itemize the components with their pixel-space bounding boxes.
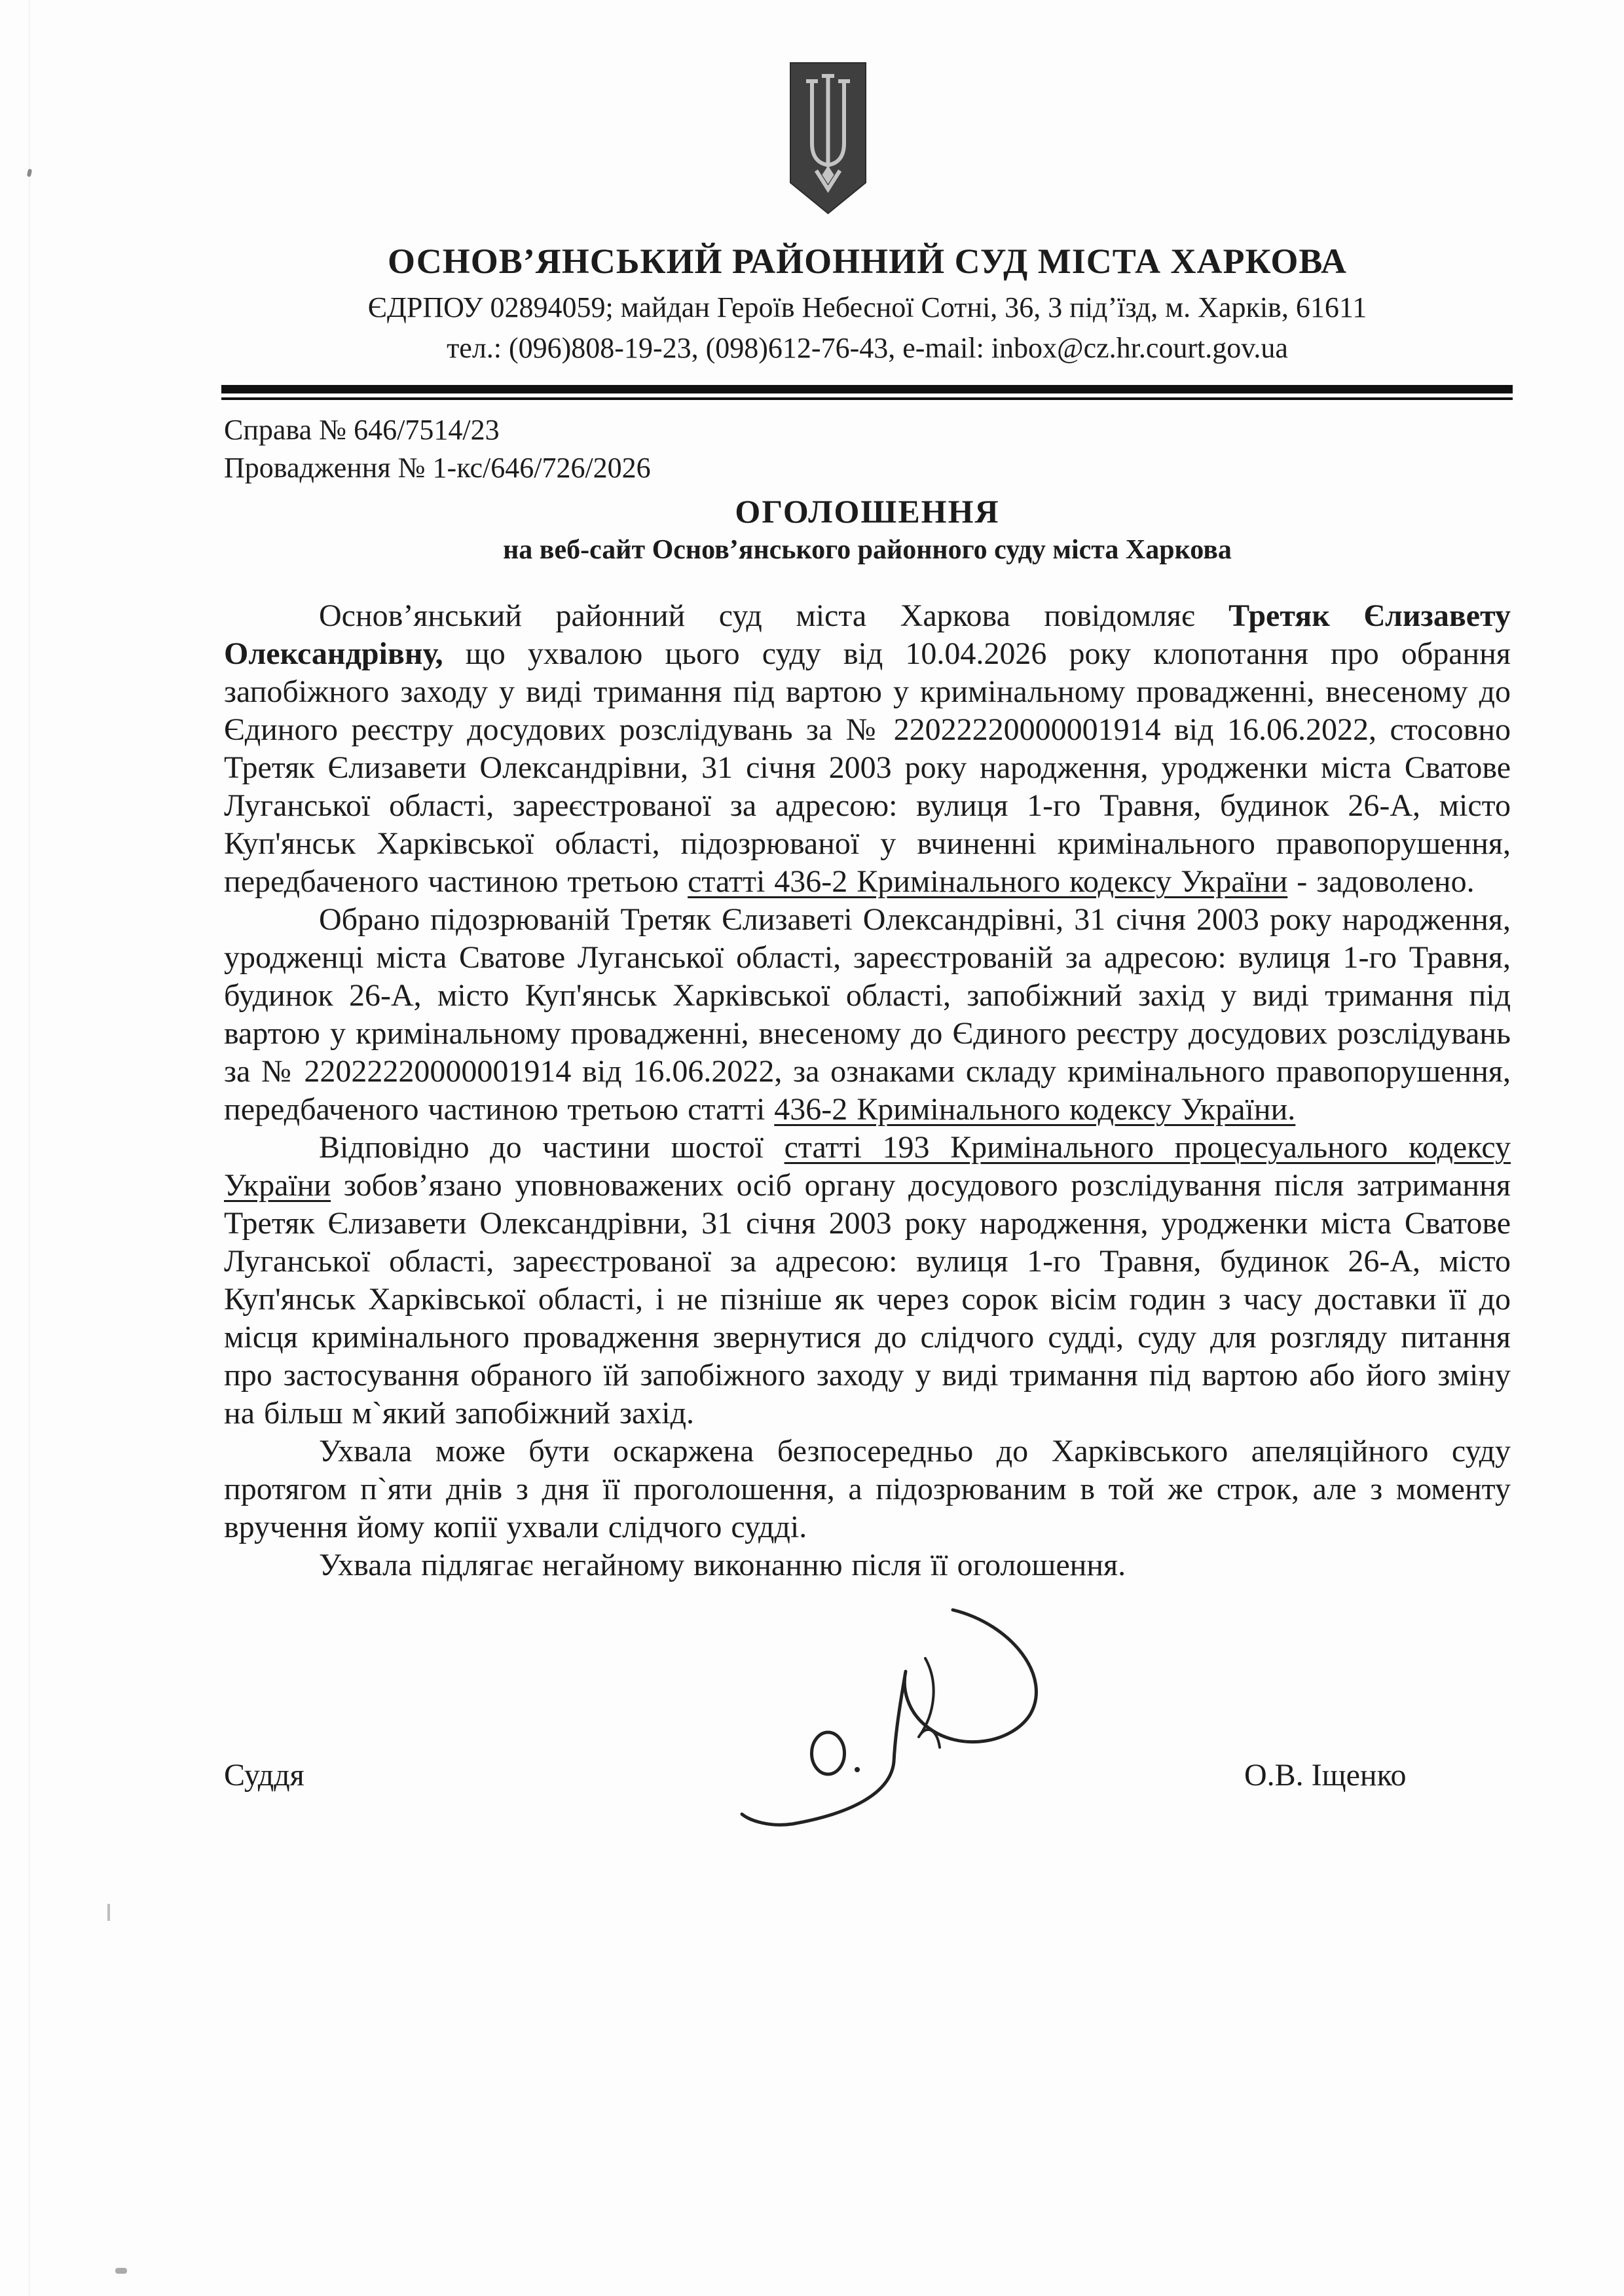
case-number: Справа № 646/7514/23 bbox=[224, 414, 500, 446]
paragraph bbox=[224, 1546, 1511, 1584]
paragraph bbox=[224, 597, 1511, 901]
paragraph bbox=[224, 901, 1511, 1129]
scan-artifact bbox=[27, 169, 32, 177]
announcement-body bbox=[224, 597, 1511, 1584]
ukraine-trident-icon bbox=[788, 61, 868, 217]
paragraph-segment: що ухвалою цього суду від 10.04.2026 року клопотання про обрання запобіжного заходу у виді тримання під вартою у кримінальному провадженні, внесеному до Єдиного реєстру досудових розслідувань за № 22022220000001914 від 16.06.2022, стосовно Третяк Єлизавети Олександрівни, 31 січня 2003 року народження, уродженки міста Сватове Луганської області, зареєстрованої за адресою: вулиця 1-го Травня, будинок 26-А, місто Куп'янськ Харківської області, підозрюваної у вчиненні кримінального правопорушення, передбаченого частиною третьою bbox=[224, 636, 1511, 899]
proceeding-number: Провадження № 1-кс/646/726/2026 bbox=[224, 452, 651, 484]
court-contact: тел.: (096)808-19-23, (098)612-76-43, e-mail: inbox@cz.hr.court.gov.ua bbox=[447, 332, 1288, 364]
paragraph-segment: Третяк Єлизавету Олександрівну, bbox=[224, 598, 1511, 671]
paragraph-segment: статті 436-2 Кримінального кодексу України bbox=[688, 864, 1288, 899]
signature-judge-label: Суддя bbox=[224, 1758, 304, 1793]
scan-artifact bbox=[107, 1904, 110, 1921]
judge-signature-autograph bbox=[730, 1597, 1071, 1834]
paragraph-segment: Відповідно до частини шостої bbox=[319, 1130, 784, 1165]
paragraph-segment: статті 193 Кримінального процесуального кодексу України bbox=[224, 1130, 1511, 1203]
paragraph-segment: Ухвала може бути оскаржена безпосередньо до Харківського апеляційного суду протягом п`яти днів з дня її проголошення, а підозрюваним в той же строк, але з моменту вручення йому копії ухвали слідчого судді. bbox=[224, 1434, 1511, 1544]
paragraph bbox=[224, 1129, 1511, 1432]
scan-artifact bbox=[29, 0, 30, 2296]
announcement-title: ОГОЛОШЕННЯ bbox=[735, 493, 1000, 530]
paragraph-segment: Ухвала підлягає негайному виконанню після її оголошення. bbox=[319, 1548, 1126, 1582]
paragraph-segment: - задоволено. bbox=[1287, 864, 1475, 899]
case-info-block bbox=[224, 411, 651, 487]
signature-judge-name: О.В. Іщенко bbox=[1244, 1758, 1407, 1793]
paragraph-segment: Обрано підозрюваній Третяк Єлизаветі Олександрівні, 31 січня 2003 року народження, уродженці міста Сватове Луганської області, зареєстрованій за адресою: вулиця 1-го Травня, будинок 26-А, місто Куп'янськ Харківської області, запобіжний захід у виді тримання під вартою у кримінальному провадженні, внесеному до Єдиного реєстру досудових розслідувань за № 22022220000001914 від 16.06.2022, за ознаками складу кримінального правопорушення, передбаченого частиною третьою статті bbox=[224, 902, 1511, 1127]
paragraph-segment: зобов’язано уповноважених осіб органу досудового розслідування після затримання Третяк Єлизавети Олександрівни, 31 січня 2003 року народження, уродженки міста Сватове Луганської області, зареєстрованої за адресою: вулиця 1-го Травня, будинок 26-А, місто Куп'янськ Харківської області, і не пізніше як через сорок вісім годин з часу доставки її до місця кримінального провадження звернутися до слідчого судді, суду для розгляду питання про застосування обраного їй запобіжного заходу у виді тримання під вартою або його зміну на більш м`який запобіжний захід. bbox=[224, 1168, 1511, 1430]
header-divider-thin bbox=[221, 397, 1513, 400]
header-divider-thick bbox=[221, 385, 1513, 393]
paragraph-segment: Основ’янський районний суд міста Харкова повідомляє bbox=[319, 598, 1229, 633]
court-name: ОСНОВ’ЯНСЬКИЙ РАЙОННИЙ СУД МІСТА ХАРКОВА bbox=[388, 242, 1347, 281]
paragraph-segment: 436-2 Кримінального кодексу України. bbox=[774, 1092, 1296, 1127]
court-address: ЄДРПОУ 02894059; майдан Героїв Небесної Сотні, 36, 3 під’їзд, м. Харків, 61611 bbox=[367, 291, 1367, 323]
scan-artifact bbox=[115, 2268, 127, 2274]
announcement-subtitle: на веб-сайт Основ’янського районного суду міста Харкова bbox=[503, 535, 1232, 565]
paragraph bbox=[224, 1432, 1511, 1546]
